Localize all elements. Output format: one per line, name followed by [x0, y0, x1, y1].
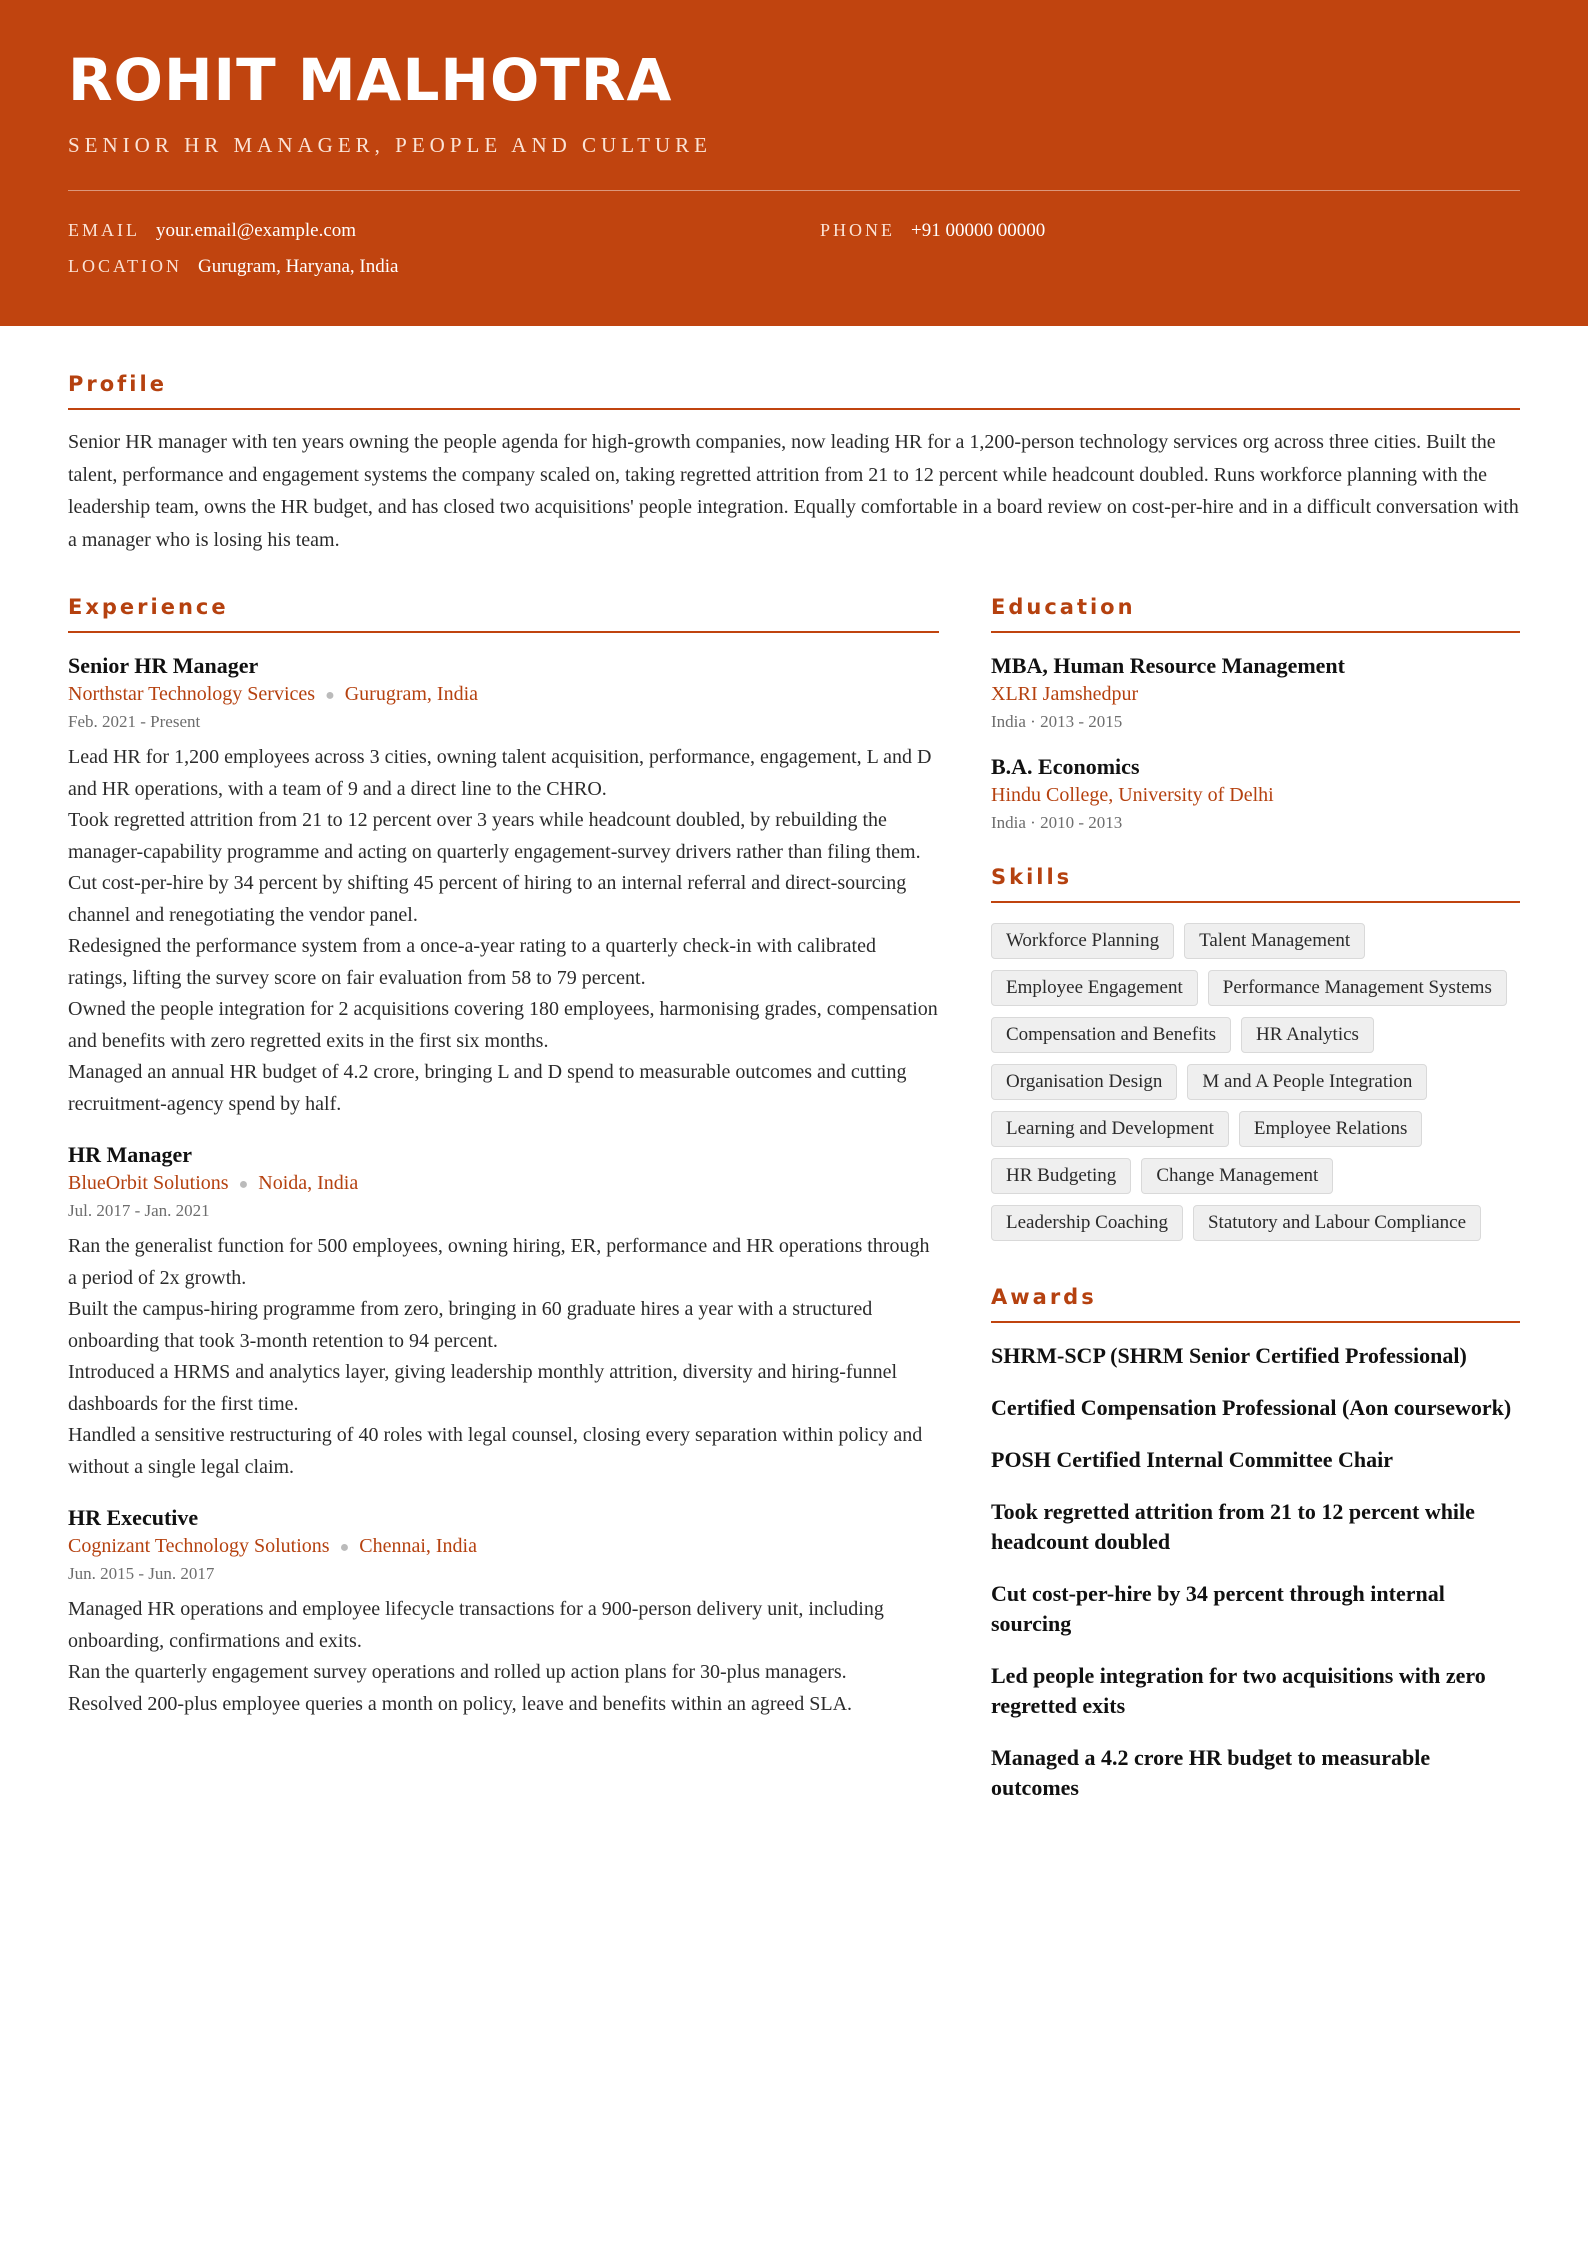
education-heading: Education [991, 595, 1520, 633]
candidate-title: SENIOR HR MANAGER, PEOPLE AND CULTURE [68, 133, 712, 157]
profile-text: Senior HR manager with ten years owning the people agenda for high-growth companies, now leading HR for a 1,200-person technology services org across three cities. Built the talent, performance and engagement systems the company scaled on, taking regretted attrition from 21 to 12 percent while headcount doubled. Runs workforce planning with the leadership team, owns the HR budget, and has closed two acquisitions' people integration. Equally comfortable in a board review on cost-per-hire and in a difficult conversation with a manager who is losing his team. [68, 431, 1519, 551]
job-location: Noida, India [258, 1172, 359, 1194]
phone-value: +91 00000 00000 [911, 220, 1046, 241]
contact-phone [820, 220, 1045, 242]
location-label: LOCATION [68, 256, 182, 276]
job-location: Chennai, India [359, 1535, 477, 1557]
skill-chip: M and A People Integration [1187, 1064, 1427, 1100]
job-dates: Jun. 2015 - Jun. 2017 [68, 1564, 215, 1583]
skill-chip: Compensation and Benefits [991, 1017, 1231, 1053]
candidate-name: ROHIT MALHOTRA [68, 46, 673, 114]
skills-heading: Skills [991, 865, 1520, 903]
job-entry [68, 1505, 939, 1720]
education-section [991, 595, 1520, 833]
contact-email [68, 220, 356, 242]
skill-chip: Performance Management Systems [1208, 970, 1507, 1006]
job-bullets [68, 1594, 939, 1720]
skill-chip: Employee Engagement [991, 970, 1198, 1006]
education-degree: B.A. Economics [991, 754, 1140, 779]
job-bullets [68, 1231, 939, 1483]
awards-section [991, 1285, 1520, 1803]
job-bullet: Cut cost-per-hire by 34 percent by shifting 45 percent of hiring to an internal referral and direct-sourcing channel and renegotiating the vendor panel. [68, 872, 907, 926]
job-bullet: Ran the quarterly engagement survey operations and rolled up action plans for 30-plus managers. [68, 1661, 847, 1683]
job-bullet: Ran the generalist function for 500 employees, owning hiring, ER, performance and HR operations through a period of 2x growth. [68, 1235, 930, 1289]
skill-chip: HR Budgeting [991, 1158, 1131, 1194]
job-title: HR Manager [68, 1142, 193, 1167]
skill-chip: Workforce Planning [991, 923, 1174, 959]
awards-heading: Awards [991, 1285, 1520, 1323]
award-item: Led people integration for two acquisitions with zero regretted exits [991, 1663, 1486, 1718]
award-item: Took regretted attrition from 21 to 12 percent while headcount doubled [991, 1499, 1475, 1554]
job-location: Gurugram, India [344, 683, 479, 705]
email-label: EMAIL [68, 220, 140, 240]
resume-header [0, 0, 1588, 326]
skill-chip: HR Analytics [1241, 1017, 1374, 1053]
experience-heading: Experience [68, 595, 939, 633]
job-bullet: Managed HR operations and employee lifecycle transactions for a 900-person delivery unit, including onboarding, confirmations and exits. [68, 1598, 884, 1652]
education-degree: MBA, Human Resource Management [991, 653, 1345, 678]
award-item: Certified Compensation Professional (Aon coursework) [991, 1395, 1512, 1420]
job-title: Senior HR Manager [68, 653, 259, 678]
email-value[interactable]: your.email@example.com [156, 220, 357, 241]
skills-list [991, 923, 1520, 1241]
skill-chip: Change Management [1141, 1158, 1333, 1194]
job-company: Cognizant Technology Solutions [68, 1535, 330, 1557]
job-company: BlueOrbit Solutions [68, 1172, 229, 1194]
skills-section [991, 865, 1520, 1241]
award-item: POSH Certified Internal Committee Chair [991, 1447, 1394, 1472]
skill-chip: Employee Relations [1239, 1111, 1423, 1147]
education-school: Hindu College, University of Delhi [991, 784, 1274, 806]
job-bullet: Took regretted attrition from 21 to 12 percent over 3 years while headcount doubled, by rebuilding the manager-capability programme and acting on quarterly engagement-survey drivers rather than filing them. [68, 809, 921, 863]
education-school: XLRI Jamshedpur [991, 683, 1139, 705]
job-bullet: Owned the people integration for 2 acquisitions covering 180 employees, harmonising grades, compensation and benefits with zero regretted exits in the first six months. [68, 998, 938, 1052]
skill-chip: Organisation Design [991, 1064, 1177, 1100]
job-dates: Feb. 2021 - Present [68, 712, 201, 731]
education-entry [991, 653, 1520, 732]
skill-chip: Learning and Development [991, 1111, 1229, 1147]
award-item: Cut cost-per-hire by 34 percent through internal sourcing [991, 1581, 1445, 1636]
skill-chip: Talent Management [1184, 923, 1365, 959]
job-bullet: Redesigned the performance system from a once-a-year rating to a quarterly check-in with calibrated ratings, lifting the survey score on fair evaluation from 58 to 79 percent. [68, 935, 876, 989]
job-company: Northstar Technology Services [68, 683, 316, 705]
job-entry [68, 1142, 939, 1483]
job-entry [68, 653, 939, 1120]
job-dates: Jul. 2017 - Jan. 2021 [68, 1201, 210, 1220]
awards-list [991, 1341, 1520, 1803]
education-meta: India · 2013 - 2015 [991, 712, 1123, 731]
separator-dot: ● [325, 687, 335, 704]
location-value: Gurugram, Haryana, India [198, 256, 399, 277]
job-bullet: Built the campus-hiring programme from zero, bringing in 60 graduate hires a year with a structured onboarding that took 3-month retention to 94 percent. [68, 1298, 873, 1352]
job-bullets [68, 742, 939, 1120]
job-meta [68, 1172, 939, 1195]
education-meta: India · 2010 - 2013 [991, 813, 1123, 832]
profile-section [68, 372, 1520, 556]
award-item: SHRM-SCP (SHRM Senior Certified Professional) [991, 1343, 1467, 1368]
separator-dot: ● [339, 1539, 350, 1556]
skill-chip: Leadership Coaching [991, 1205, 1183, 1241]
award-item: Managed a 4.2 crore HR budget to measurable outcomes [991, 1745, 1431, 1800]
job-title: HR Executive [68, 1505, 199, 1530]
job-bullet: Resolved 200-plus employee queries a month on policy, leave and benefits within an agreed SLA. [68, 1692, 853, 1715]
contact-location [68, 256, 398, 278]
job-bullet: Handled a sensitive restructuring of 40 roles with legal counsel, closing every separation within policy and without a single legal claim. [68, 1424, 923, 1478]
sidebar-column [991, 595, 1520, 1825]
job-bullet: Managed an annual HR budget of 4.2 crore, bringing L and D spend to measurable outcomes and cutting recruitment-agency spend by half. [68, 1061, 907, 1115]
skill-chip: Statutory and Labour Compliance [1193, 1205, 1481, 1241]
education-entry [991, 754, 1520, 833]
header-divider [68, 190, 1520, 191]
phone-label: PHONE [820, 220, 896, 240]
separator-dot: ● [238, 1176, 249, 1193]
job-bullet: Lead HR for 1,200 employees across 3 cities, owning talent acquisition, performance, engagement, L and D and HR operations, with a team of 9 and a direct line to the CHRO. [68, 746, 932, 800]
job-bullet: Introduced a HRMS and analytics layer, giving leadership monthly attrition, diversity and hiring-funnel dashboards for the first time. [68, 1361, 898, 1415]
experience-section [68, 595, 939, 1720]
job-meta [68, 1535, 939, 1558]
profile-heading: Profile [68, 372, 1520, 410]
job-meta [68, 683, 939, 706]
